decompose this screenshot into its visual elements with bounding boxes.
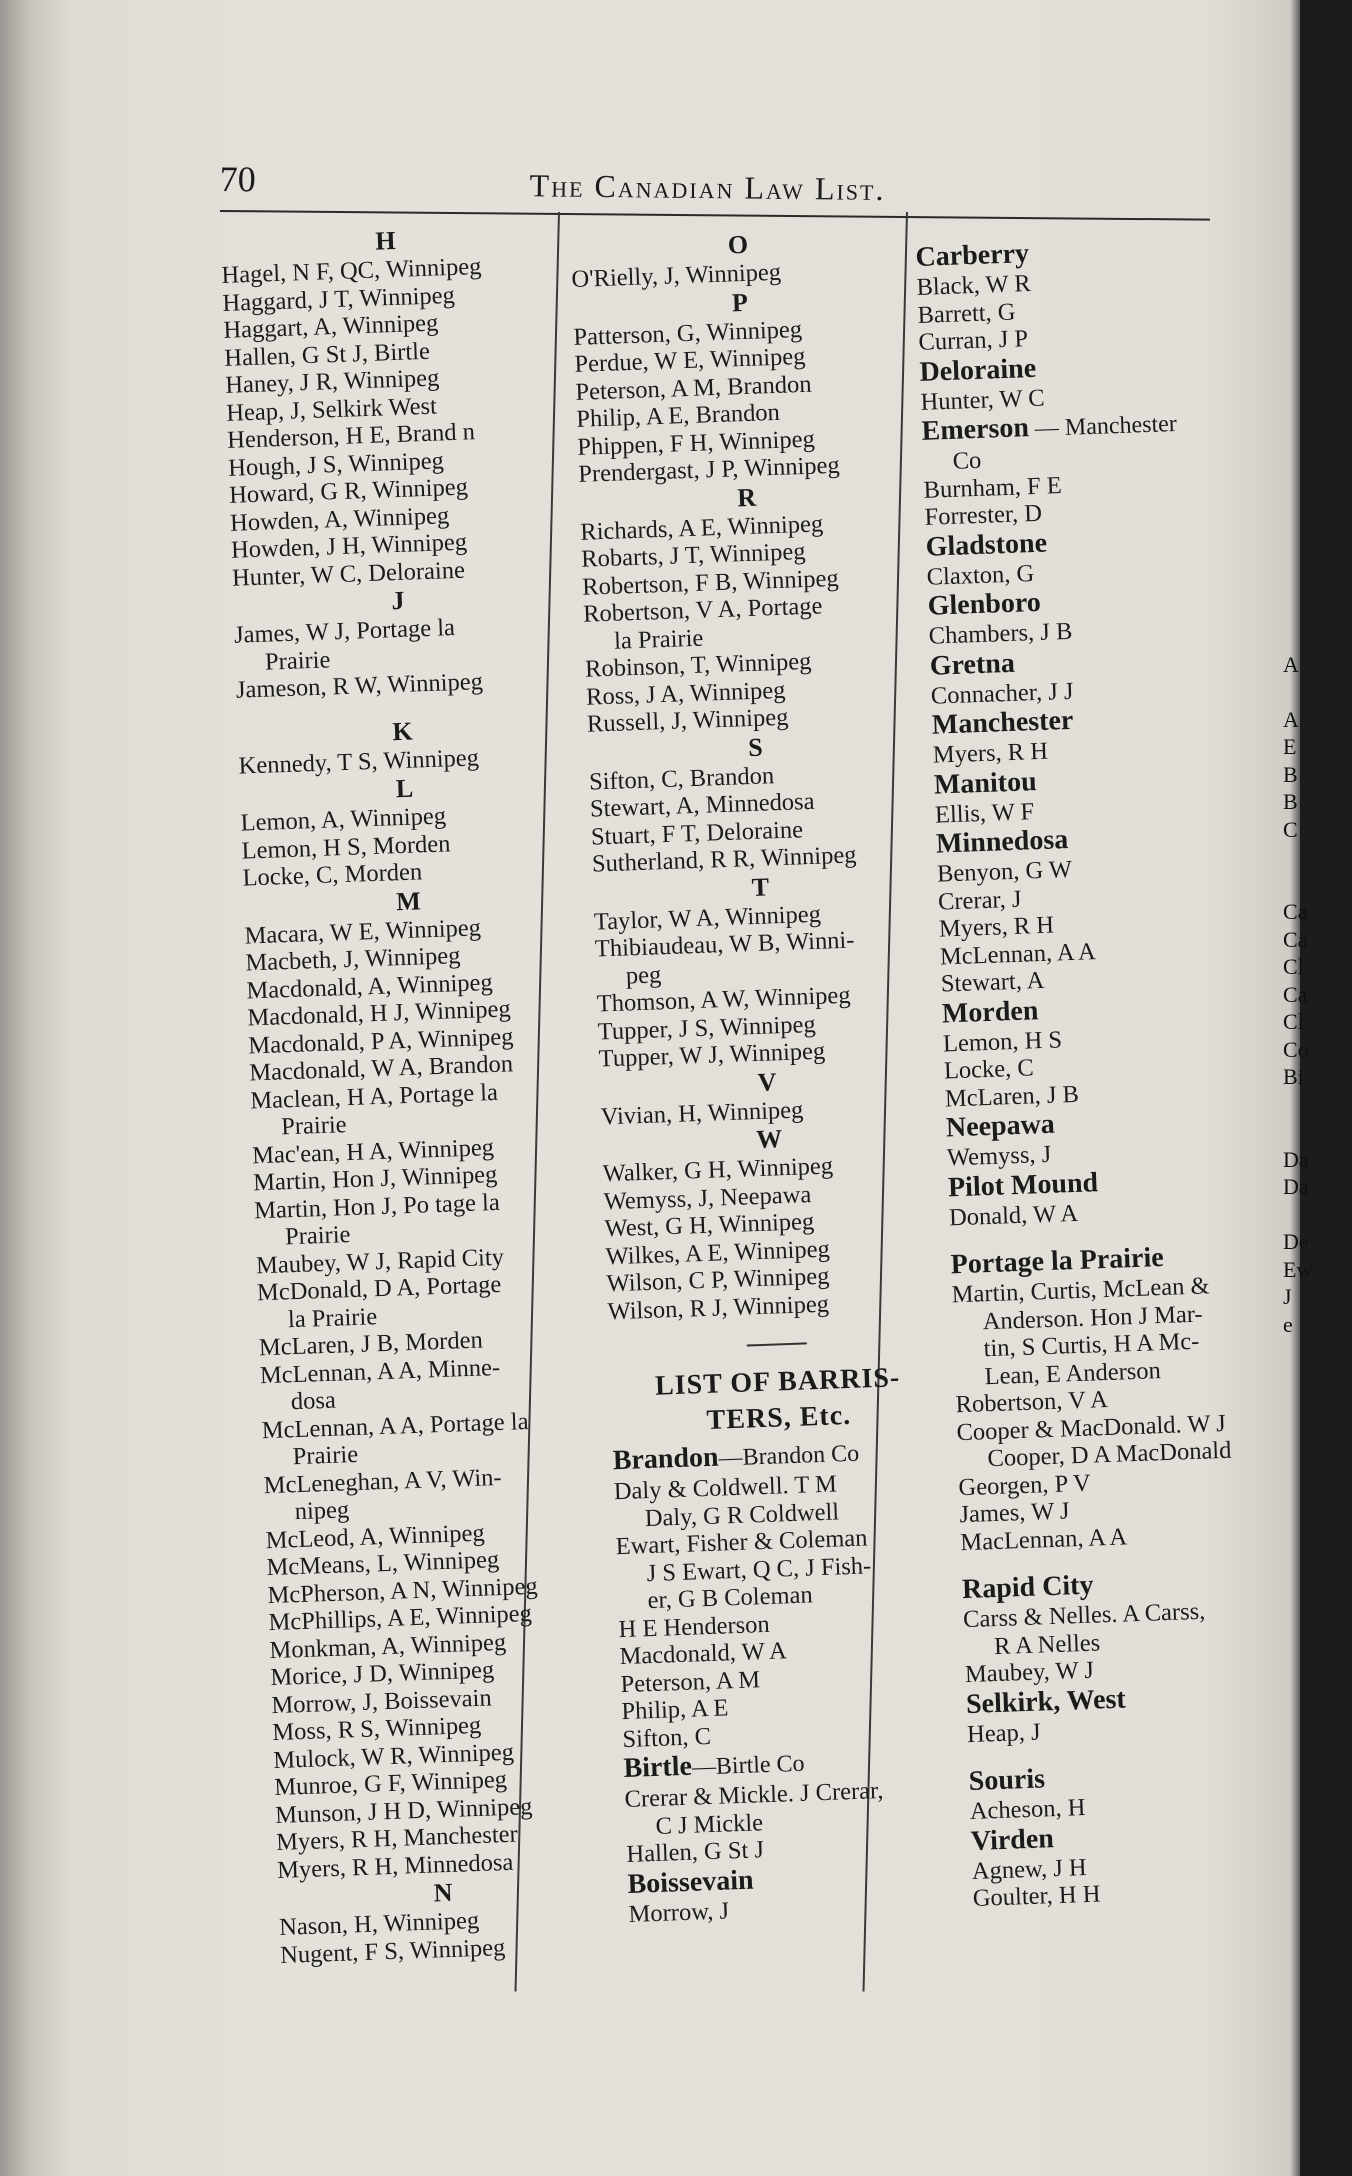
- list-entry: O'Rielly, J, Winnipeg: [571, 258, 782, 293]
- list-entry: H E Henderson: [618, 1610, 771, 1643]
- edge-fragment: B: [1283, 789, 1298, 814]
- list-entry: Hagel, N F, QC, Winnipeg: [221, 252, 482, 289]
- list-entry: McPhillips, A E, Winnipeg: [268, 1599, 533, 1637]
- list-entry: Thomson, A W, Winnipeg: [596, 981, 851, 1018]
- entry-continuation: la Prairie: [287, 1302, 378, 1333]
- town-court: —Brandon Co: [718, 1440, 860, 1472]
- town-name: Rapid City: [961, 1569, 1094, 1606]
- list-entry: Sifton, C: [622, 1722, 712, 1753]
- list-entry: Howden, A, Winnipeg: [229, 501, 450, 537]
- list-entry: Robertson, F B, Winnipeg: [581, 564, 840, 601]
- town-name: Gladstone: [925, 527, 1048, 563]
- entry-continuation: la Prairie: [613, 624, 704, 655]
- town-name: Gretna: [929, 647, 1016, 682]
- entry-continuation: tin, S Curtis, H A Mc-: [983, 1327, 1200, 1363]
- list-entry: Myers, R H, Manchester: [275, 1820, 519, 1857]
- list-entry: Nason, H, Winnipeg: [278, 1906, 480, 1941]
- list-entry: Stewart, A: [940, 966, 1045, 998]
- list-entry: Haggart, A, Winnipeg: [222, 309, 439, 344]
- town-name: Birtle: [622, 1750, 693, 1785]
- entry-continuation: Prairie: [280, 1111, 348, 1141]
- list-entry: Locke, C: [943, 1054, 1035, 1085]
- column-left: [220, 220, 610, 1968]
- list-entry: Thibiaudeau, W B, Winni-: [594, 926, 855, 963]
- list-entry: Vivian, H, Winnipeg: [600, 1095, 804, 1130]
- list-entry: Sifton, C, Brandon: [588, 761, 775, 796]
- list-entry: James, W J: [958, 1497, 1070, 1529]
- list-entry: Robertson, V A: [955, 1385, 1109, 1419]
- list-entry: McLaren, J B: [944, 1080, 1080, 1112]
- list-entry: Russell, J, Winnipeg: [586, 703, 789, 738]
- town-name: Souris: [968, 1763, 1046, 1798]
- edge-fragment: B: [1283, 761, 1298, 787]
- list-entry: Macdonald, W A: [619, 1637, 788, 1671]
- edge-fragment: e: [1283, 1311, 1293, 1337]
- list-entry: Ross, J A, Winnipeg: [585, 676, 786, 711]
- list-entry: Donald, W A: [948, 1199, 1079, 1231]
- list-entry: Taylor, W A, Winnipeg: [593, 900, 822, 936]
- list-entry: Forrester, D: [924, 499, 1043, 531]
- list-entry: Wilson, R J, Winnipeg: [607, 1290, 830, 1325]
- edge-fragment: De: [1283, 1229, 1309, 1254]
- list-entry: Heap, J: [966, 1718, 1042, 1748]
- edge-fragment: A: [1283, 706, 1299, 732]
- edge-fragment: J: [1283, 1284, 1292, 1309]
- edge-fragment: Bi: [1283, 1064, 1304, 1089]
- entry-continuation: Lean, E Anderson: [984, 1356, 1162, 1390]
- list-entry: McLennan, A A: [939, 937, 1097, 971]
- list-entry: Macdonald, A, Winnipeg: [246, 968, 494, 1005]
- entry-continuation: Prairie: [292, 1440, 359, 1471]
- list-entry: Martin, Hon J, Po tage la: [253, 1188, 501, 1224]
- town-name: Pilot Mound: [947, 1166, 1099, 1203]
- list-entry: Cooper & MacDonald. W J: [956, 1409, 1227, 1446]
- list-entry: Phippen, F H, Winnipeg: [576, 425, 816, 461]
- list-entry: Benyon, G W: [936, 855, 1073, 888]
- section-letter: M: [395, 885, 422, 916]
- list-entry: Henderson, H E, Brand n: [226, 418, 476, 454]
- list-entry: Lemon, H S: [942, 1025, 1063, 1058]
- edge-fragment: Da: [1283, 1146, 1309, 1172]
- town-name: Manitou: [933, 765, 1038, 801]
- list-entry: Philip, A E: [621, 1694, 729, 1726]
- list-entry: Crerar, J: [937, 885, 1022, 916]
- list-entry: Peterson, A M: [620, 1665, 761, 1698]
- page-header: [219, 150, 1220, 220]
- list-entry: Hough, J S, Winnipeg: [227, 446, 445, 482]
- list-entry: Macbeth, J, Winnipeg: [245, 942, 461, 977]
- list-entry: Sutherland, R R, Winnipeg: [591, 841, 857, 878]
- edge-fragment: Cl: [1283, 1009, 1304, 1034]
- section-letter: O: [727, 229, 749, 260]
- list-entry: Morice, J D, Winnipeg: [270, 1656, 495, 1692]
- town-court: — Manchester: [1028, 410, 1178, 443]
- page-number: 70: [219, 158, 256, 200]
- entry-continuation: J S Ewart, Q C, J Fish-: [646, 1551, 872, 1587]
- list-entry: Georgen, P V: [958, 1469, 1092, 1501]
- list-entry: Walker, G H, Winnipeg: [602, 1152, 834, 1188]
- list-entry: Richards, A E, Winnipeg: [579, 509, 824, 546]
- list-entry: Burnham, F E: [923, 471, 1063, 504]
- list-entry: Tupper, W J, Winnipeg: [598, 1037, 826, 1073]
- list-entry: Wilkes, A E, Winnipeg: [605, 1235, 831, 1270]
- list-entry: Maubey, W J, Rapid City: [255, 1243, 505, 1279]
- list-entry: Hunter, W C, Deloraine: [231, 556, 466, 592]
- list-entry: Macdonald, W A, Brandon: [248, 1050, 514, 1087]
- town-name: Virden: [970, 1822, 1055, 1857]
- list-entry: Robertson, V A, Portage: [582, 592, 823, 628]
- entry-continuation: nipeg: [294, 1496, 350, 1526]
- list-entry: McLennan, A A, Minne-: [259, 1353, 501, 1389]
- section-title: TERS, Etc.: [706, 1399, 852, 1436]
- town-name: Manchester: [931, 704, 1074, 741]
- edge-fragment: Ca: [1283, 899, 1308, 924]
- entry-continuation: Anderson. Hon J Mar-: [982, 1300, 1204, 1335]
- list-entry: Robarts, J T, Winnipeg: [580, 537, 806, 573]
- section-letter: J: [390, 585, 405, 616]
- town-name: Emerson: [921, 412, 1030, 447]
- town-name: Portage la Prairie: [950, 1241, 1165, 1281]
- list-entry: Curran, J P: [918, 325, 1029, 356]
- list-entry: Munroe, G F, Winnipeg: [273, 1765, 508, 1802]
- town-name: Minnedosa: [935, 824, 1069, 860]
- list-entry: Stewart, A, Minnedosa: [589, 787, 815, 823]
- list-entry: James, W J, Portage la: [233, 614, 456, 649]
- list-entry: McLeneghan, A V, Win-: [263, 1463, 502, 1499]
- list-entry: Maclean, H A, Portage la: [249, 1078, 499, 1114]
- town-name: Boissevain: [627, 1864, 755, 1900]
- list-entry: Prendergast, J P, Winnipeg: [577, 451, 841, 488]
- section-title: LIST OF BARRIS-: [654, 1362, 901, 1402]
- list-entry: Hallen, G St J: [626, 1836, 765, 1869]
- entry-continuation: er, G B Coleman: [647, 1581, 814, 1615]
- list-entry: MacLennan, A A: [959, 1522, 1128, 1556]
- list-entry: Macara, W E, Winnipeg: [244, 913, 482, 950]
- list-entry: Perdue, W E, Winnipeg: [574, 342, 806, 378]
- column-right: [915, 230, 1303, 1912]
- book-gutter-shadow: [1300, 0, 1352, 2176]
- list-entry: Agnew, J H: [971, 1853, 1088, 1885]
- list-entry: McDonald, D A, Portage: [256, 1270, 502, 1307]
- list-entry: Morrow, J, Boissevain: [270, 1683, 493, 1719]
- list-entry: Macdonald, H J, Winnipeg: [246, 995, 512, 1032]
- list-entry: Heap, J, Selkirk West: [225, 392, 438, 427]
- list-entry: Moss, R S, Winnipeg: [271, 1711, 482, 1747]
- town-name: Selkirk, West: [965, 1683, 1127, 1720]
- entry-continuation: Co: [952, 446, 982, 475]
- edge-fragment: Co: [1283, 1036, 1309, 1062]
- list-entry: Peterson, A M, Brandon: [574, 370, 812, 406]
- list-entry: Robinson, T, Winnipeg: [584, 647, 812, 683]
- list-entry: Lemon, A, Winnipeg: [240, 802, 447, 837]
- list-entry: McMeans, L, Winnipeg: [266, 1546, 500, 1582]
- list-entry: Philip, A E, Brandon: [575, 398, 781, 433]
- entry-continuation: C J Mickle: [655, 1808, 764, 1840]
- list-entry: Morrow, J: [628, 1896, 730, 1928]
- list-entry: Mulock, W R, Winnipeg: [272, 1738, 515, 1774]
- town-name: Deloraine: [918, 352, 1037, 388]
- entry-continuation: Cooper, D A MacDonald: [987, 1436, 1232, 1473]
- list-entry: Claxton, G: [926, 559, 1035, 591]
- entry-continuation: Daly, G R Coldwell: [644, 1497, 840, 1532]
- edge-fragment: A: [1283, 651, 1299, 677]
- list-entry: Carss & Nelles. A Carss,: [962, 1597, 1206, 1634]
- list-entry: Myers, R H, Minnedosa: [276, 1848, 514, 1884]
- list-entry: McPherson, A N, Winnipeg: [267, 1572, 539, 1609]
- entry-continuation: R A Nelles: [993, 1628, 1101, 1660]
- section-letter: H: [374, 225, 397, 256]
- list-entry: Ewart, Fisher & Coleman: [615, 1524, 868, 1561]
- list-entry: Hallen, G St J, Birtle: [223, 337, 431, 372]
- list-entry: West, G H, Winnipeg: [604, 1208, 815, 1243]
- list-entry: Nugent, F S, Winnipeg: [279, 1933, 506, 1969]
- list-entry: Goulter, H H: [972, 1880, 1101, 1912]
- entry-continuation: dosa: [290, 1386, 337, 1416]
- edge-fragment: Da: [1283, 1174, 1309, 1199]
- running-title: The Canadian Law List.: [529, 167, 886, 207]
- list-entry: Stuart, F T, Deloraine: [590, 815, 804, 851]
- section-rule: [746, 1342, 806, 1346]
- list-entry: Black, W R: [916, 269, 1032, 301]
- list-entry: Wilson, C P, Winnipeg: [606, 1262, 830, 1298]
- section-letter: T: [751, 871, 770, 902]
- edge-fragment: Ca: [1283, 981, 1308, 1007]
- list-entry: Daly & Coldwell. T M: [613, 1470, 838, 1506]
- entry-continuation: peg: [625, 960, 662, 989]
- list-entry: Jameson, R W, Winnipeg: [235, 668, 484, 704]
- list-entry: Howden, J H, Winnipeg: [230, 528, 468, 564]
- section-letter: P: [731, 287, 749, 317]
- list-entry: Maubey, W J: [964, 1656, 1095, 1689]
- list-entry: Monkman, A, Winnipeg: [269, 1628, 507, 1664]
- list-entry: Patterson, G, Winnipeg: [573, 315, 803, 351]
- section-letter: K: [391, 716, 414, 746]
- town-name: Brandon: [612, 1441, 720, 1477]
- list-entry: Barrett, G: [917, 298, 1016, 329]
- list-entry: Martin, Curtis, McLean &: [951, 1272, 1210, 1309]
- section-letter: R: [736, 482, 757, 512]
- edge-fragment: E: [1283, 734, 1297, 759]
- town-name: Glenboro: [927, 586, 1042, 622]
- town-court: —Birtle Co: [691, 1750, 806, 1781]
- edge-fragment: Ew: [1283, 1256, 1313, 1282]
- list-entry: Martin, Hon J, Winnipeg: [252, 1160, 498, 1197]
- section-letter: W: [755, 1124, 783, 1155]
- column-middle: [570, 224, 964, 1928]
- town-name: Carberry: [915, 238, 1030, 273]
- town-name: Neepawa: [945, 1108, 1056, 1144]
- list-entry: Connacher, J J: [930, 677, 1074, 710]
- list-entry: Macdonald, P A, Winnipeg: [247, 1022, 514, 1059]
- list-entry: McLaren, J B, Morden: [258, 1326, 484, 1362]
- entry-continuation: Prairie: [264, 645, 331, 676]
- list-entry: McLeod, A, Winnipeg: [265, 1519, 486, 1554]
- edge-fragment: Ca: [1283, 926, 1308, 952]
- list-entry: Lemon, H S, Morden: [241, 829, 451, 865]
- edge-fragment: Cl: [1283, 954, 1304, 979]
- list-entry: Haggard, J T, Winnipeg: [222, 281, 456, 317]
- list-entry: Tupper, J S, Winnipeg: [597, 1010, 817, 1046]
- section-letter: N: [433, 1877, 453, 1908]
- list-entry: Crerar & Mickle. J Crerar,: [624, 1777, 884, 1814]
- edge-fragment: C: [1283, 816, 1298, 842]
- list-entry: Howard, G R, Winnipeg: [228, 473, 469, 509]
- list-entry: Ellis, W F: [934, 797, 1035, 829]
- next-column-edge-fragments: [1283, 0, 1313, 2176]
- list-entry: Locke, C, Morden: [242, 858, 423, 892]
- list-entry: Munson, J H D, Winnipeg: [274, 1792, 533, 1829]
- section-letter: V: [757, 1066, 778, 1097]
- section-letter: L: [395, 773, 414, 804]
- list-entry: Haney, J R, Winnipeg: [224, 364, 440, 399]
- list-entry: Mac'ean, H A, Winnipeg: [251, 1133, 495, 1169]
- town-name: Morden: [941, 994, 1039, 1030]
- list-entry: Kennedy, T S, Winnipeg: [238, 743, 480, 780]
- list-entry: Chambers, J B: [928, 617, 1073, 650]
- list-entry: McLennan, A A, Portage la: [261, 1407, 529, 1444]
- list-entry: Acheson, H: [969, 1794, 1086, 1826]
- list-entry: Myers, R H: [938, 911, 1055, 943]
- list-entry: Hunter, W C: [920, 384, 1045, 416]
- list-entry: Wemyss, J: [946, 1140, 1052, 1172]
- entry-continuation: Prairie: [284, 1221, 351, 1251]
- list-entry: Myers, R H: [932, 737, 1049, 769]
- section-letter: S: [747, 732, 764, 762]
- list-entry: Wemyss, J, Neepawa: [603, 1180, 812, 1215]
